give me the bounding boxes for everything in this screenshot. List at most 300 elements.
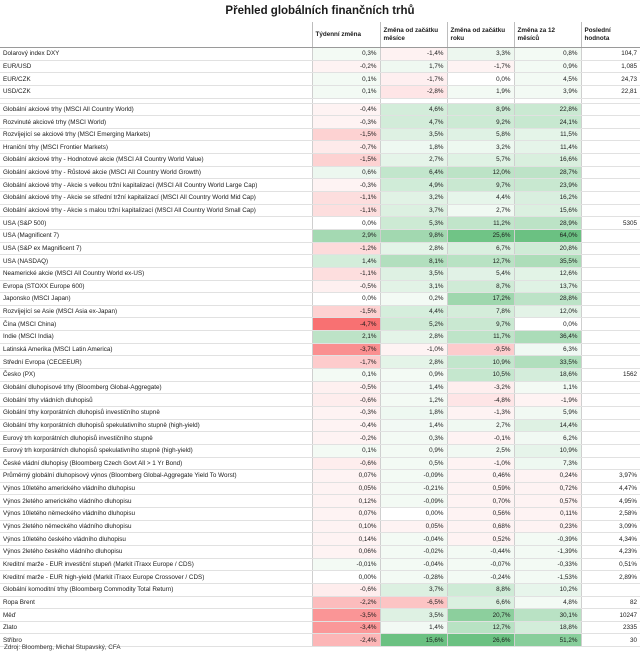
row-label: EUR/USD: [0, 60, 312, 73]
row-label: Evropa (STOXX Europe 600): [0, 280, 312, 293]
change-cell: -0,4%: [312, 103, 380, 116]
row-label: Globální akciové trhy - Hodnotové akcie (MSCI All Country World Value): [0, 154, 312, 167]
change-cell: -3,7%: [312, 343, 380, 356]
row-label: Latinská Amerika (MSCI Latin America): [0, 343, 312, 356]
last-value-cell: [581, 305, 640, 318]
last-value-cell: [581, 381, 640, 394]
change-cell: 10,2%: [514, 583, 581, 596]
table-row: [0, 318, 640, 331]
change-cell: -1,2%: [312, 242, 380, 255]
row-label: Výnos 10letého českého vládního dluhopisu: [0, 533, 312, 546]
change-cell: -4,8%: [447, 394, 514, 407]
table-row: [0, 179, 640, 192]
row-label: Globální dluhopisové trhy (Bloomberg Global-Aggregate): [0, 381, 312, 394]
last-value-cell: 0,51%: [581, 558, 640, 571]
change-cell: 23,9%: [514, 179, 581, 192]
table-row: [0, 571, 640, 584]
table-row: [0, 204, 640, 217]
table-row: [0, 545, 640, 558]
change-cell: 22,8%: [514, 103, 581, 116]
change-cell: 5,7%: [447, 154, 514, 167]
change-cell: 4,9%: [380, 179, 447, 192]
table-row: [0, 394, 640, 407]
change-cell: -1,5%: [312, 154, 380, 167]
row-label: Globální trhy korporátních dluhopisů spekulativního stupně (high-yield): [0, 419, 312, 432]
table-row: [0, 520, 640, 533]
row-label: Česko (PX): [0, 369, 312, 382]
row-label: Globální trhy vládních dluhopisů: [0, 394, 312, 407]
table-row: [0, 154, 640, 167]
change-cell: 2,8%: [380, 242, 447, 255]
change-cell: 6,3%: [514, 343, 581, 356]
change-cell: 0,1%: [312, 369, 380, 382]
change-cell: -1,39%: [514, 545, 581, 558]
change-cell: 9,2%: [447, 116, 514, 129]
change-cell: 5,9%: [514, 406, 581, 419]
header-name: [0, 22, 312, 48]
last-value-cell: 2,89%: [581, 571, 640, 584]
table-row: [0, 432, 640, 445]
table-row: [0, 583, 640, 596]
change-cell: -0,28%: [380, 571, 447, 584]
change-cell: 35,5%: [514, 255, 581, 268]
change-cell: 6,4%: [380, 166, 447, 179]
change-cell: 15,6%: [380, 634, 447, 647]
last-value-cell: 82: [581, 596, 640, 609]
table-row: [0, 495, 640, 508]
change-cell: -0,6%: [312, 394, 380, 407]
table-row: [0, 381, 640, 394]
change-cell: 1,4%: [380, 419, 447, 432]
change-cell: 4,5%: [514, 73, 581, 86]
change-cell: 10,9%: [514, 444, 581, 457]
row-label: Indie (MSCI India): [0, 331, 312, 344]
table-row: [0, 60, 640, 73]
last-value-cell: 1562: [581, 369, 640, 382]
change-cell: -0,3%: [312, 179, 380, 192]
change-cell: 51,2%: [514, 634, 581, 647]
row-label: Výnos 2letého německého vládního dluhopisu: [0, 520, 312, 533]
change-cell: 4,4%: [380, 305, 447, 318]
change-cell: -3,2%: [447, 381, 514, 394]
change-cell: 28,8%: [514, 293, 581, 306]
table-row: [0, 242, 640, 255]
change-cell: 3,1%: [380, 280, 447, 293]
row-label: EUR/CZK: [0, 73, 312, 86]
change-cell: 2,8%: [380, 331, 447, 344]
row-label: Střední Evropa (CECEEUR): [0, 356, 312, 369]
change-cell: -1,0%: [380, 343, 447, 356]
last-value-cell: [581, 457, 640, 470]
page-title: Přehled globálních finančních trhů: [225, 5, 415, 17]
change-cell: -1,7%: [312, 356, 380, 369]
last-value-cell: 4,34%: [581, 533, 640, 546]
change-cell: -0,44%: [447, 545, 514, 558]
change-cell: 0,11%: [514, 508, 581, 521]
change-cell: 2,7%: [447, 419, 514, 432]
table-row: [0, 482, 640, 495]
last-value-cell: 1,085: [581, 60, 640, 73]
change-cell: 0,6%: [312, 166, 380, 179]
change-cell: 0,0%: [447, 73, 514, 86]
change-cell: 3,7%: [380, 583, 447, 596]
row-label: Globální komoditní trhy (Bloomberg Commodity Total Return): [0, 583, 312, 596]
row-label: Hraniční trhy (MSCI Frontier Markets): [0, 141, 312, 154]
table-row: [0, 533, 640, 546]
change-cell: 12,0%: [514, 305, 581, 318]
change-cell: 4,6%: [380, 103, 447, 116]
last-value-cell: 4,95%: [581, 495, 640, 508]
last-value-cell: 4,47%: [581, 482, 640, 495]
change-cell: 2,9%: [312, 229, 380, 242]
row-label: Zlato: [0, 621, 312, 634]
change-cell: 0,0%: [312, 293, 380, 306]
change-cell: -3,5%: [312, 609, 380, 622]
row-label: Globální akciové trhy - Akcie s malou tržní kapitalizací (MSCI All Country World Small Cap): [0, 204, 312, 217]
change-cell: 3,2%: [447, 141, 514, 154]
change-cell: 20,7%: [447, 609, 514, 622]
table-row: [0, 305, 640, 318]
last-value-cell: [581, 331, 640, 344]
change-cell: -0,6%: [312, 583, 380, 596]
change-cell: 3,5%: [380, 267, 447, 280]
last-value-cell: [581, 356, 640, 369]
change-cell: 18,8%: [514, 621, 581, 634]
last-value-cell: [581, 583, 640, 596]
change-cell: 5,3%: [380, 217, 447, 230]
change-cell: 0,00%: [312, 571, 380, 584]
change-cell: -0,6%: [312, 457, 380, 470]
change-cell: 0,07%: [312, 470, 380, 483]
change-cell: 5,2%: [380, 318, 447, 331]
row-label: USA (S&P ex Magnificent 7): [0, 242, 312, 255]
table-row: [0, 406, 640, 419]
change-cell: -9,5%: [447, 343, 514, 356]
change-cell: -4,7%: [312, 318, 380, 331]
row-label: Globální trhy korporátních dluhopisů investičního stupně: [0, 406, 312, 419]
row-label: Dolarový index DXY: [0, 48, 312, 61]
change-cell: 1,4%: [312, 255, 380, 268]
table-row: [0, 166, 640, 179]
last-value-cell: [581, 141, 640, 154]
table-row: [0, 369, 640, 382]
row-label: USA (Magnificent 7): [0, 229, 312, 242]
change-cell: 3,5%: [380, 609, 447, 622]
change-cell: -0,2%: [312, 60, 380, 73]
change-cell: 0,5%: [380, 457, 447, 470]
change-cell: 30,1%: [514, 609, 581, 622]
row-label: Rozvíjející se akciové trhy (MSCI Emerging Markets): [0, 128, 312, 141]
change-cell: 2,7%: [380, 154, 447, 167]
row-label: České vládní dluhopisy (Bloomberg Czech Govt All > 1 Yr Bond): [0, 457, 312, 470]
table-row: [0, 356, 640, 369]
change-cell: 0,1%: [312, 73, 380, 86]
change-cell: -2,2%: [312, 596, 380, 609]
change-cell: 0,1%: [312, 444, 380, 457]
table-row: [0, 470, 640, 483]
last-value-cell: [581, 192, 640, 205]
last-value-cell: [581, 432, 640, 445]
last-value-cell: [581, 116, 640, 129]
change-cell: -3,4%: [312, 621, 380, 634]
change-cell: 0,24%: [514, 470, 581, 483]
change-cell: 17,2%: [447, 293, 514, 306]
change-cell: 0,23%: [514, 520, 581, 533]
change-cell: 1,2%: [380, 394, 447, 407]
table-row: [0, 419, 640, 432]
change-cell: 0,70%: [447, 495, 514, 508]
table-row: [0, 444, 640, 457]
last-value-cell: [581, 444, 640, 457]
change-cell: 0,07%: [312, 508, 380, 521]
change-cell: 13,7%: [514, 280, 581, 293]
change-cell: 4,8%: [514, 596, 581, 609]
change-cell: -1,3%: [447, 406, 514, 419]
change-cell: 16,6%: [514, 154, 581, 167]
header-month: Změna od začátku měsíce: [380, 22, 447, 48]
change-cell: 3,3%: [447, 48, 514, 61]
change-cell: 11,4%: [514, 141, 581, 154]
change-cell: -0,5%: [312, 280, 380, 293]
change-cell: 0,2%: [380, 293, 447, 306]
change-cell: -6,5%: [380, 596, 447, 609]
change-cell: -0,24%: [447, 571, 514, 584]
change-cell: 0,00%: [380, 508, 447, 521]
table-row: [0, 267, 640, 280]
change-cell: 26,6%: [447, 634, 514, 647]
row-label: Globální akciové trhy (MSCI All Country World): [0, 103, 312, 116]
change-cell: 5,8%: [447, 128, 514, 141]
row-label: Výnos 10letého německého vládního dluhopisu: [0, 508, 312, 521]
change-cell: 1,4%: [380, 621, 447, 634]
change-cell: 10,5%: [447, 369, 514, 382]
change-cell: 0,9%: [380, 444, 447, 457]
change-cell: 11,2%: [447, 217, 514, 230]
change-cell: 64,0%: [514, 229, 581, 242]
change-cell: -1,5%: [312, 128, 380, 141]
change-cell: 0,10%: [312, 520, 380, 533]
change-cell: -0,04%: [380, 533, 447, 546]
header-weekly: Týdenní změna: [312, 22, 380, 48]
change-cell: 0,8%: [514, 48, 581, 61]
last-value-cell: [581, 343, 640, 356]
table-row: [0, 609, 640, 622]
last-value-cell: [581, 166, 640, 179]
row-label: USA (NASDAQ): [0, 255, 312, 268]
change-cell: -1,1%: [312, 204, 380, 217]
change-cell: 28,9%: [514, 217, 581, 230]
change-cell: 0,14%: [312, 533, 380, 546]
change-cell: -0,7%: [312, 141, 380, 154]
change-cell: 24,1%: [514, 116, 581, 129]
change-cell: 12,7%: [447, 621, 514, 634]
row-label: Průměrný globální dluhopisový výnos (Bloomberg Global-Aggregate Yield To Worst): [0, 470, 312, 483]
row-label: Výnos 2letého českého vládního dluhopisu: [0, 545, 312, 558]
change-cell: -1,1%: [312, 192, 380, 205]
change-cell: 8,7%: [447, 280, 514, 293]
change-cell: -1,5%: [312, 305, 380, 318]
change-cell: 6,2%: [514, 432, 581, 445]
change-cell: -0,3%: [312, 406, 380, 419]
row-label: Globální akciové trhy - Akcie s velkou tržní kapitalizací (MSCI All Country World Large Cap): [0, 179, 312, 192]
change-cell: 0,46%: [447, 470, 514, 483]
last-value-cell: [581, 406, 640, 419]
change-cell: 0,9%: [380, 369, 447, 382]
change-cell: 0,52%: [447, 533, 514, 546]
change-cell: 0,56%: [447, 508, 514, 521]
table-row: [0, 217, 640, 230]
change-cell: 0,68%: [447, 520, 514, 533]
change-cell: -0,07%: [447, 558, 514, 571]
table-row: [0, 558, 640, 571]
change-cell: -1,9%: [514, 394, 581, 407]
row-label: Rozvinuté akciové trhy (MSCI World): [0, 116, 312, 129]
change-cell: 1,4%: [380, 381, 447, 394]
last-value-cell: 104,7: [581, 48, 640, 61]
change-cell: 1,7%: [380, 60, 447, 73]
last-value-cell: 4,23%: [581, 545, 640, 558]
table-row: [0, 128, 640, 141]
last-value-cell: [581, 204, 640, 217]
table-row: [0, 331, 640, 344]
change-cell: -0,39%: [514, 533, 581, 546]
last-value-cell: [581, 419, 640, 432]
change-cell: 28,7%: [514, 166, 581, 179]
row-label: Eurový trh korporátních dluhopisů spekulativního stupně (high-yield): [0, 444, 312, 457]
table-row: [0, 508, 640, 521]
table-body: [0, 48, 640, 647]
change-cell: -2,4%: [312, 634, 380, 647]
change-cell: 0,0%: [312, 217, 380, 230]
row-label: Japonsko (MSCI Japan): [0, 293, 312, 306]
row-label: Čína (MSCI China): [0, 318, 312, 331]
table-row: [0, 73, 640, 86]
last-value-cell: 5305: [581, 217, 640, 230]
change-cell: 14,4%: [514, 419, 581, 432]
change-cell: 20,8%: [514, 242, 581, 255]
table-row: [0, 141, 640, 154]
row-label: Globální akciové trhy - Akcie se střední tržní kapitalizací (MSCI All Country World Mid Cap): [0, 192, 312, 205]
change-cell: 15,6%: [514, 204, 581, 217]
change-cell: 0,59%: [447, 482, 514, 495]
table-row: [0, 229, 640, 242]
change-cell: 0,05%: [312, 482, 380, 495]
last-value-cell: [581, 267, 640, 280]
change-cell: -0,33%: [514, 558, 581, 571]
market-table: [0, 22, 640, 647]
change-cell: 36,4%: [514, 331, 581, 344]
row-label: USA (S&P 500): [0, 217, 312, 230]
change-cell: -1,4%: [380, 48, 447, 61]
table-row: [0, 192, 640, 205]
change-cell: 4,4%: [447, 192, 514, 205]
change-cell: 2,5%: [447, 444, 514, 457]
change-cell: 11,7%: [447, 331, 514, 344]
last-value-cell: [581, 394, 640, 407]
change-cell: -0,04%: [380, 558, 447, 571]
table-row: [0, 48, 640, 61]
table-row: [0, 280, 640, 293]
change-cell: 2,7%: [447, 204, 514, 217]
change-cell: 9,8%: [380, 229, 447, 242]
change-cell: 4,7%: [380, 116, 447, 129]
table-row: [0, 255, 640, 268]
row-label: Stříbro: [0, 634, 312, 647]
last-value-cell: [581, 179, 640, 192]
change-cell: 10,9%: [447, 356, 514, 369]
change-cell: 1,9%: [447, 85, 514, 98]
change-cell: 7,3%: [514, 457, 581, 470]
row-label: Neamerické akcie (MSCI All Country World ex-US): [0, 267, 312, 280]
change-cell: 9,7%: [447, 179, 514, 192]
change-cell: 3,7%: [380, 204, 447, 217]
row-label: Výnos 10letého amerického vládního dluhopisu: [0, 482, 312, 495]
last-value-cell: [581, 229, 640, 242]
change-cell: -0,09%: [380, 495, 447, 508]
change-cell: 33,5%: [514, 356, 581, 369]
change-cell: 12,7%: [447, 255, 514, 268]
change-cell: -1,1%: [312, 267, 380, 280]
last-value-cell: 2335: [581, 621, 640, 634]
row-label: Rozvíjející se Asie (MSCI Asia ex-Japan): [0, 305, 312, 318]
header-last: Poslední hodnota: [581, 22, 640, 48]
last-value-cell: 10247: [581, 609, 640, 622]
change-cell: 12,0%: [447, 166, 514, 179]
change-cell: 7,8%: [447, 305, 514, 318]
change-cell: -0,09%: [380, 470, 447, 483]
change-cell: 3,2%: [380, 192, 447, 205]
change-cell: -0,1%: [447, 432, 514, 445]
change-cell: -0,01%: [312, 558, 380, 571]
row-label: Výnos 2letého amerického vládního dluhopisu: [0, 495, 312, 508]
header-12m: Změna za 12 měsíců: [514, 22, 581, 48]
change-cell: 12,6%: [514, 267, 581, 280]
last-value-cell: 3,97%: [581, 470, 640, 483]
change-cell: 25,6%: [447, 229, 514, 242]
change-cell: -0,21%: [380, 482, 447, 495]
change-cell: -0,3%: [312, 116, 380, 129]
last-value-cell: [581, 128, 640, 141]
row-label: USD/CZK: [0, 85, 312, 98]
header-year: Změna od začátku roku: [447, 22, 514, 48]
change-cell: 3,9%: [514, 85, 581, 98]
last-value-cell: [581, 103, 640, 116]
row-label: Kreditní marže - EUR investiční stupeň (Markit iTraxx Europe / CDS): [0, 558, 312, 571]
last-value-cell: [581, 318, 640, 331]
change-cell: 0,0%: [514, 318, 581, 331]
change-cell: 16,2%: [514, 192, 581, 205]
change-cell: -0,2%: [312, 432, 380, 445]
row-label: Eurový trh korporátních dluhopisů investičního stupně: [0, 432, 312, 445]
change-cell: 11,5%: [514, 128, 581, 141]
last-value-cell: [581, 293, 640, 306]
change-cell: 1,8%: [380, 141, 447, 154]
table-row: [0, 596, 640, 609]
table-row: [0, 85, 640, 98]
last-value-cell: [581, 280, 640, 293]
row-label: Kreditní marže - EUR high-yield (Markit iTraxx Europe Crossover / CDS): [0, 571, 312, 584]
row-label: Globální akciové trhy - Růstové akcie (MSCI All Country World Growth): [0, 166, 312, 179]
change-cell: 0,3%: [380, 432, 447, 445]
change-cell: 8,9%: [447, 103, 514, 116]
last-value-cell: [581, 154, 640, 167]
row-label: Ropa Brent: [0, 596, 312, 609]
change-cell: 0,06%: [312, 545, 380, 558]
change-cell: 8,8%: [447, 583, 514, 596]
change-cell: -1,53%: [514, 571, 581, 584]
change-cell: -1,7%: [447, 60, 514, 73]
change-cell: -2,8%: [380, 85, 447, 98]
